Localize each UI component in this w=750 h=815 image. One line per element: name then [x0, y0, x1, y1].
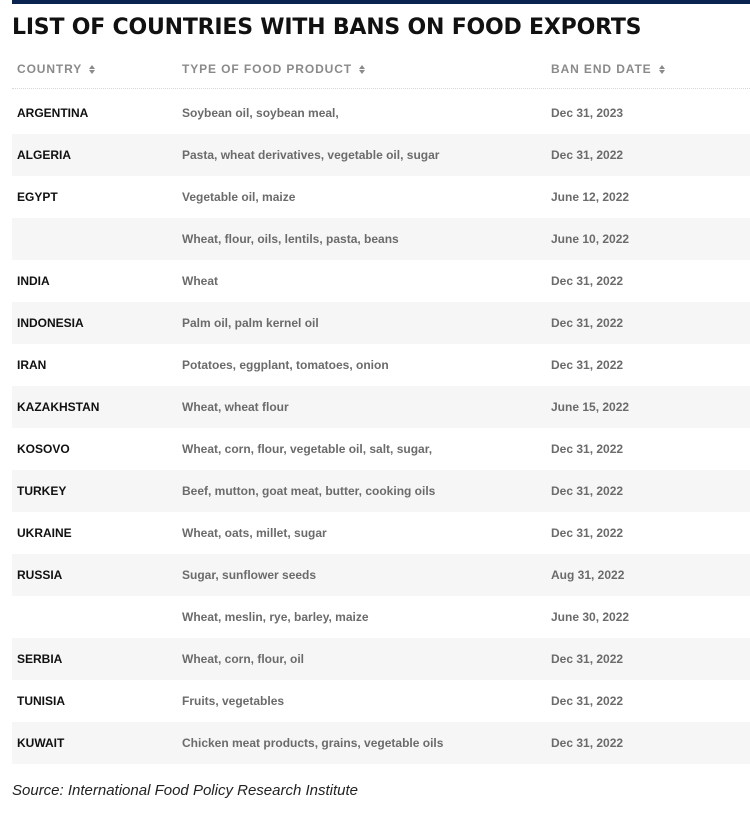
cell-product: Sugar, sunflower seeds [182, 568, 317, 582]
cell-product: Chicken meat products, grains, vegetable oils [182, 736, 444, 750]
table-row [12, 680, 750, 722]
cell-product: Vegetable oil, maize [182, 190, 296, 204]
page-title: LIST OF COUNTRIES WITH BANS ON FOOD EXPORTS [12, 15, 642, 40]
top-accent-rule [12, 0, 750, 4]
sort-arrows-icon[interactable] [89, 65, 95, 74]
sort-arrows-icon[interactable] [359, 65, 365, 74]
cell-product: Wheat, corn, flour, oil [182, 652, 305, 666]
table-row [12, 722, 750, 764]
cell-country: INDIA [17, 274, 50, 288]
cell-country: UKRAINE [17, 526, 72, 540]
cell-country: ARGENTINA [17, 106, 89, 120]
cell-country: TURKEY [17, 484, 67, 498]
cell-date: Dec 31, 2022 [551, 274, 624, 288]
source-note: Source: International Food Policy Research Institute [12, 782, 359, 799]
cell-product: Wheat, corn, flour, vegetable oil, salt, sugar, [182, 442, 433, 456]
table-body [12, 92, 750, 764]
table-row [12, 260, 750, 302]
cell-product: Wheat, flour, oils, lentils, pasta, beans [182, 232, 399, 246]
cell-country: KOSOVO [17, 442, 70, 456]
cell-date: Dec 31, 2022 [551, 526, 624, 540]
table-row [12, 176, 750, 218]
column-header-date-label: BAN END DATE [551, 62, 652, 76]
table-row [12, 596, 750, 638]
cell-date: Aug 31, 2022 [551, 568, 625, 582]
table-header-row [12, 50, 750, 89]
cell-date: June 15, 2022 [551, 400, 630, 414]
column-header-country-label: COUNTRY [17, 62, 83, 76]
column-header-product-label: TYPE OF FOOD PRODUCT [182, 62, 353, 76]
table-row [12, 134, 750, 176]
cell-date: Dec 31, 2023 [551, 106, 624, 120]
table-row [12, 218, 750, 260]
cell-product: Wheat [182, 274, 218, 288]
cell-date: Dec 31, 2022 [551, 442, 624, 456]
cell-country: RUSSIA [17, 568, 63, 582]
food-export-bans-table [12, 50, 750, 764]
table-row [12, 92, 750, 134]
cell-date: June 10, 2022 [551, 232, 630, 246]
column-header-product[interactable] [177, 62, 546, 76]
cell-country: KUWAIT [17, 736, 65, 750]
cell-product: Soybean oil, soybean meal, [182, 106, 339, 120]
cell-date: Dec 31, 2022 [551, 148, 624, 162]
cell-product: Wheat, oats, millet, sugar [182, 526, 327, 540]
column-header-date[interactable] [546, 62, 750, 76]
table-row [12, 470, 750, 512]
cell-date: Dec 31, 2022 [551, 484, 624, 498]
column-header-country[interactable] [12, 62, 177, 76]
cell-date: June 30, 2022 [551, 610, 630, 624]
cell-date: Dec 31, 2022 [551, 694, 624, 708]
table-row [12, 428, 750, 470]
cell-country: KAZAKHSTAN [17, 400, 100, 414]
cell-country: IRAN [17, 358, 47, 372]
cell-product: Wheat, meslin, rye, barley, maize [182, 610, 369, 624]
table-row [12, 386, 750, 428]
cell-date: Dec 31, 2022 [551, 316, 624, 330]
table-row [12, 344, 750, 386]
cell-product: Wheat, wheat flour [182, 400, 289, 414]
cell-country: ALGERIA [17, 148, 71, 162]
cell-product: Pasta, wheat derivatives, vegetable oil, sugar [182, 148, 440, 162]
table-row [12, 554, 750, 596]
cell-product: Beef, mutton, goat meat, butter, cooking oils [182, 484, 436, 498]
cell-date: June 12, 2022 [551, 190, 630, 204]
sort-arrows-icon[interactable] [659, 65, 665, 74]
cell-product: Fruits, vegetables [182, 694, 285, 708]
cell-date: Dec 31, 2022 [551, 652, 624, 666]
cell-country: EGYPT [17, 190, 58, 204]
cell-product: Palm oil, palm kernel oil [182, 316, 319, 330]
cell-country: SERBIA [17, 652, 63, 666]
cell-date: Dec 31, 2022 [551, 358, 624, 372]
cell-date: Dec 31, 2022 [551, 736, 624, 750]
table-row [12, 638, 750, 680]
table-row [12, 512, 750, 554]
table-row [12, 302, 750, 344]
cell-product: Potatoes, eggplant, tomatoes, onion [182, 358, 389, 372]
cell-country: TUNISIA [17, 694, 65, 708]
cell-country: INDONESIA [17, 316, 84, 330]
